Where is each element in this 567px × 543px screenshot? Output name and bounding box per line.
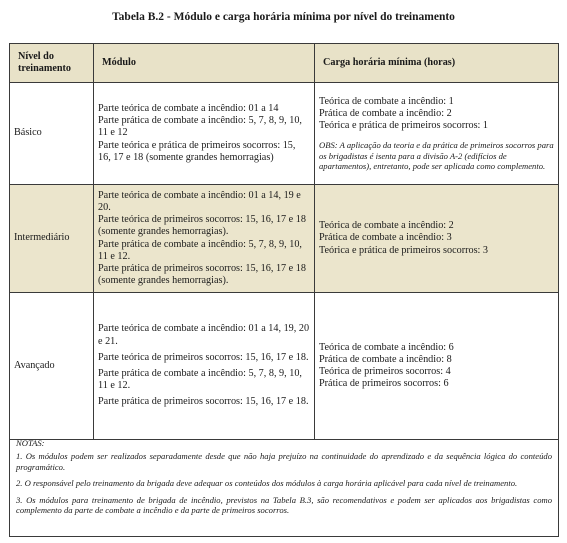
hours-item: Teórica de combate a incêndio: 6 <box>319 341 454 353</box>
hours-item: Prática de combate a incêndio: 2 <box>319 107 452 119</box>
training-table <box>9 43 559 440</box>
header-hours: Carga horária mínima (horas) <box>315 44 559 83</box>
note-item: 1. Os módulos podem ser realizados separadamente desde que não haja prejuízo na continuidade do aprendizado e da sequência lógica do conteúdo programático. <box>16 451 552 472</box>
level-cell: Básico <box>10 83 94 185</box>
header-module: Módulo <box>94 44 315 83</box>
level-cell: Intermediário <box>10 185 94 293</box>
header-level: Nível do treinamento <box>10 44 94 83</box>
module-item: Parte teórica de combate a incêndio: 01 a 14, 19 e 20. <box>98 189 301 213</box>
hours-cell <box>315 185 559 293</box>
hours-item: Prática de combate a incêndio: 3 <box>319 232 452 244</box>
level-cell: Avançado <box>10 293 94 440</box>
module-item: Parte teórica de primeiros socorros: 15, 16, 17 e 18 (somente grandes hemorragias). <box>98 214 306 238</box>
hours-item: Teórica de primeiros socorros: 4 <box>319 366 451 377</box>
hours-item: Prática de primeiros socorros: 6 <box>319 378 449 390</box>
hours-item: Teórica e prática de primeiros socorros: 1 <box>319 119 489 131</box>
hours-item: Teórica e prática de primeiros socorros: 3 <box>319 244 489 256</box>
module-item: Parte prática de combate a incêndio: 5, 7, 8, 9, 10, 11 e 12. <box>98 368 302 392</box>
hours-item: Teórica de combate a incêndio: 2 <box>319 220 454 232</box>
hours-cell <box>315 293 559 440</box>
module-cell <box>94 83 315 185</box>
module-item: Parte teórica de combate a incêndio: 01 a 14 <box>98 102 279 114</box>
hours-item: Teórica de combate a incêndio: 1 <box>319 95 454 107</box>
module-item: Parte prática de combate a incêndio: 5, 7, 8, 9, 10, 11 e 12 <box>98 115 302 139</box>
module-cell <box>94 185 315 293</box>
module-item: Parte prática de primeiros socorros: 15, 16, 17 e 18 (somente grandes hemorragias). <box>98 262 306 287</box>
module-item: Parte prática de combate a incêndio: 5, 7, 8, 9, 10, 11 e 12. <box>98 238 302 262</box>
notes-heading: NOTAS: <box>16 438 45 448</box>
table-row-avancado <box>10 293 559 440</box>
module-item: Parte prática de primeiros socorros: 15, 16, 17 e 18. <box>98 396 309 408</box>
obs-note: OBS: A aplicação da teoria e da prática de primeiros socorros para os brigadistas é isenta para a divisão A-2 (edifícios de apartamentos), entretanto, pode ser aplicada como complemento. <box>319 140 554 171</box>
note-item: 2. O responsável pelo treinamento da brigada deve adequar os conteúdos dos módulos à carga horária aplicável para cada nível de treinamento. <box>16 478 518 489</box>
module-item: Parte teórica de primeiros socorros: 15, 16, 17 e 18. <box>98 351 309 363</box>
notes-box <box>9 435 559 537</box>
hours-cell <box>315 83 559 185</box>
module-item: Parte teórica de combate a incêndio: 01 a 14, 19, 20 e 21. <box>98 323 310 347</box>
module-cell <box>94 293 315 440</box>
table-row-basico <box>10 83 559 185</box>
table-header-row <box>10 44 559 83</box>
table-title: Tabela B.2 - Módulo e carga horária mínima por nível do treinamento <box>112 11 455 23</box>
hours-item: Prática de combate a incêndio: 8 <box>319 353 452 365</box>
note-item: 3. Os módulos para treinamento de brigada de incêndio, previstos na Tabela B.3, são recomendativos e podem ser aplicados aos brigadistas como complemento da parte de combate a incêndio e da parte de primeiros socorros. <box>16 494 552 516</box>
table-row-intermediario <box>10 185 559 293</box>
module-item: Parte teórica e prática de primeiros socorros: 15, 16, 17 e 18 (somente grandes hemorragias) <box>98 139 296 163</box>
